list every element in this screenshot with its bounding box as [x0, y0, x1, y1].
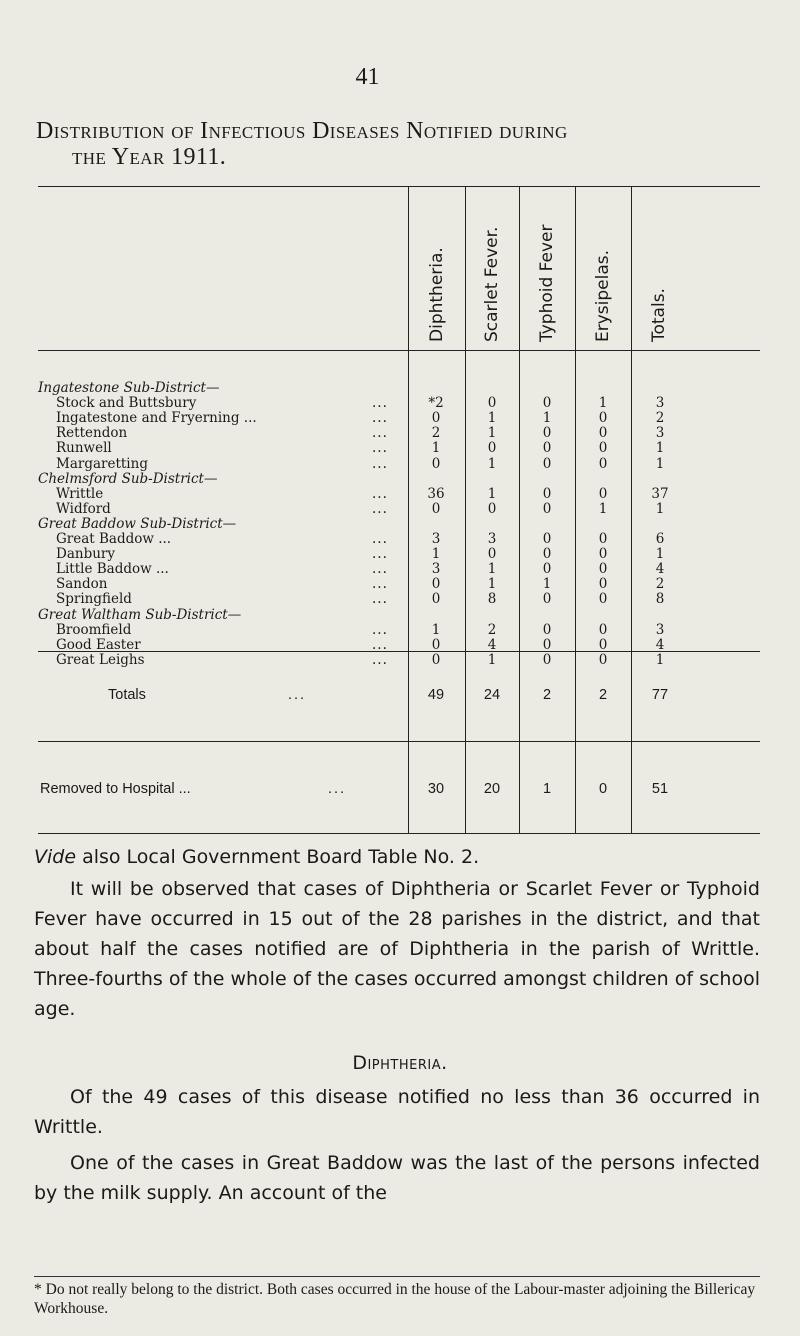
table-row [38, 638, 760, 653]
cell-erysipelas: 0 [598, 410, 608, 427]
cell-diphtheria: 3 [431, 531, 441, 547]
cell-scarlet-fever: 0 [487, 500, 497, 517]
removed-typhoid-fever: 1 [542, 781, 552, 797]
leader-dots: ... [372, 531, 388, 547]
total-all: 77 [651, 687, 669, 703]
leader-dots: ... [372, 500, 388, 517]
cell-typhoid-fever: 0 [542, 485, 552, 502]
vide-note [34, 842, 760, 872]
parish-name: Great Leighs [56, 651, 145, 668]
table-row [38, 411, 760, 426]
page-heading: Distribution of Infectious Diseases Notified during [36, 118, 568, 144]
parish-name: Margaretting [56, 455, 148, 472]
paragraph-writtle: Of the 49 cases of this disease notified no less than 36 occurred in Writtle. [34, 1086, 760, 1138]
cell-total: 3 [655, 395, 665, 412]
page-number: 41 [355, 64, 380, 90]
cell-total: 1 [655, 651, 665, 668]
total-erysipelas: 2 [598, 687, 608, 703]
removed-diphtheria: 30 [427, 781, 445, 797]
leader-dots: ... [372, 561, 388, 578]
cell-erysipelas: 0 [598, 425, 608, 442]
cell-scarlet-fever: 1 [487, 455, 497, 472]
cell-scarlet-fever: 1 [487, 485, 497, 502]
table-row [38, 547, 760, 562]
cell-diphtheria: 0 [431, 455, 441, 472]
cell-total: 2 [655, 410, 665, 427]
leader-dots: ... [372, 591, 388, 608]
cell-erysipelas: 0 [598, 591, 608, 608]
cell-scarlet-fever: 1 [487, 561, 497, 578]
cell-erysipelas: 0 [598, 636, 608, 653]
footnote-rule [34, 1276, 760, 1277]
cell-total: 37 [651, 485, 669, 502]
leader-dots: ... [328, 781, 347, 797]
parish-name: Springfield [56, 591, 132, 608]
cell-scarlet-fever: 4 [487, 636, 497, 653]
col-head-erysipelas: Erysipelas. [593, 249, 613, 342]
cell-erysipelas: 0 [598, 621, 608, 638]
paragraph-baddow: One of the cases in Great Baddow was the last of the persons infected by the milk supply. An account of the [34, 1152, 760, 1204]
cell-erysipelas: 0 [598, 485, 608, 502]
leader-dots: ... [372, 576, 388, 593]
cell-scarlet-fever: 2 [487, 621, 497, 638]
cell-scarlet-fever: 1 [487, 576, 497, 593]
cell-typhoid-fever: 0 [542, 440, 552, 457]
cell-total: 6 [655, 531, 665, 547]
cell-typhoid-fever: 0 [542, 636, 552, 653]
page-heading-continued: the Year 1911. [72, 144, 227, 170]
vide-rest: also Local Government Board Table No. 2. [76, 846, 480, 868]
table-row [38, 562, 760, 577]
cell-typhoid-fever: 0 [542, 500, 552, 517]
cell-diphtheria: 3 [431, 561, 441, 578]
leader-dots: ... [288, 687, 307, 703]
cell-total: 1 [655, 546, 665, 563]
leader-dots: ... [372, 455, 388, 472]
section-title: Great Baddow Sub-District— [38, 515, 237, 532]
cell-scarlet-fever: 0 [487, 440, 497, 457]
section-title: Great Waltham Sub-District— [38, 606, 242, 623]
disease-table [38, 184, 760, 836]
parish-name: Widford [56, 500, 111, 517]
cell-total: 3 [655, 621, 665, 638]
table-row [38, 623, 760, 638]
cell-diphtheria: 0 [431, 591, 441, 608]
leader-dots: ... [372, 440, 388, 457]
cell-diphtheria: 36 [427, 485, 445, 502]
cell-diphtheria: 0 [431, 500, 441, 517]
table-top-rule [38, 186, 760, 187]
removed-label: Removed to Hospital ... [40, 781, 191, 797]
cell-total: 3 [655, 425, 665, 442]
cell-erysipelas: 0 [598, 546, 608, 563]
cell-scarlet-fever: 0 [487, 395, 497, 412]
cell-diphtheria: 2 [431, 425, 441, 442]
removed-scarlet-fever: 20 [483, 781, 501, 797]
cell-total: 1 [655, 500, 665, 517]
parish-name: Runwell [56, 440, 112, 457]
parish-name: Danbury [56, 546, 115, 563]
cell-scarlet-fever: 1 [487, 425, 497, 442]
col-head-diphtheria: Diphtheria. [426, 247, 447, 342]
table-row [38, 457, 760, 472]
cell-diphtheria: 0 [431, 636, 441, 653]
parish-name: Great Baddow ... [56, 531, 172, 547]
table-row [38, 441, 760, 456]
cell-typhoid-fever: 0 [542, 455, 552, 472]
cell-typhoid-fever: 0 [542, 395, 552, 412]
parish-name: Writtle [56, 485, 104, 502]
leader-dots: ... [372, 410, 388, 427]
parish-name: Ingatestone and Fryerning ... [56, 410, 257, 427]
leader-dots: ... [372, 621, 388, 638]
section-subheading: Diphtheria. [352, 1052, 448, 1074]
cell-scarlet-fever: 8 [487, 591, 497, 608]
totals-label: Totals [108, 687, 146, 703]
cell-erysipelas: 0 [598, 455, 608, 472]
cell-diphtheria: 0 [431, 576, 441, 593]
cell-erysipelas: 1 [598, 500, 608, 517]
cell-erysipelas: 0 [598, 531, 608, 547]
table-row [38, 487, 760, 502]
paragraph-observation: It will be observed that cases of Diphtheria or Scarlet Fever or Typhoid Fever have occurred in 15 out of the 28 parishes in the district, and that about half the cases notified are of Diphtheria in the parish of Writtle. Three-fourths of the whole of the cases occurred amongst children of school age. [34, 878, 760, 1020]
table-row [38, 426, 760, 441]
cell-erysipelas: 0 [598, 651, 608, 668]
cell-typhoid-fever: 0 [542, 651, 552, 668]
footnote: * Do not really belong to the district. Both cases occurred in the house of the Labour-master adjoining the Billericay Workhouse. [34, 1281, 756, 1317]
cell-diphtheria: 1 [431, 440, 441, 457]
cell-total: 1 [655, 440, 665, 457]
cell-total: 2 [655, 576, 665, 593]
cell-erysipelas: 0 [598, 576, 608, 593]
col-head-totals: Totals. [649, 288, 669, 342]
cell-scarlet-fever: 1 [487, 651, 497, 668]
cell-typhoid-fever: 0 [542, 425, 552, 442]
cell-total: 8 [655, 591, 665, 608]
cell-erysipelas: 0 [598, 440, 608, 457]
cell-erysipelas: 1 [598, 395, 608, 412]
table-row [38, 653, 760, 668]
col-head-typhoid-fever: Typhoid Fever [537, 224, 557, 342]
leader-dots: ... [372, 651, 388, 668]
cell-total: 4 [655, 561, 665, 578]
cell-diphtheria: 1 [431, 621, 441, 638]
cell-scarlet-fever: 3 [487, 531, 497, 547]
table-bottom-rule [38, 833, 760, 834]
leader-dots: ... [372, 636, 388, 653]
cell-total: 1 [655, 455, 665, 472]
header-bottom-rule [38, 350, 760, 351]
leader-dots: ... [372, 425, 388, 442]
table-row [38, 577, 760, 592]
cell-total: 4 [655, 636, 665, 653]
table-row [38, 532, 760, 547]
leader-dots: ... [372, 546, 388, 563]
cell-typhoid-fever: 0 [542, 531, 552, 547]
cell-typhoid-fever: 1 [542, 410, 552, 427]
total-diphtheria: 49 [427, 687, 445, 703]
cell-diphtheria: 0 [431, 410, 441, 427]
section-title: Chelmsford Sub-District— [38, 470, 218, 487]
parish-name: Sandon [56, 576, 108, 593]
cell-typhoid-fever: 0 [542, 591, 552, 608]
cell-typhoid-fever: 0 [542, 561, 552, 578]
total-typhoid-fever: 2 [542, 687, 552, 703]
cell-erysipelas: 0 [598, 561, 608, 578]
cell-diphtheria: *2 [428, 395, 444, 412]
cell-scarlet-fever: 1 [487, 410, 497, 427]
parish-name: Rettendon [56, 425, 128, 442]
cell-typhoid-fever: 0 [542, 546, 552, 563]
cell-typhoid-fever: 1 [542, 576, 552, 593]
table-row [38, 502, 760, 517]
removed-row [38, 779, 760, 799]
col-head-scarlet-fever: Scarlet Fever. [482, 226, 502, 342]
cell-diphtheria: 0 [431, 651, 441, 668]
removed-top-rule [38, 741, 760, 742]
cell-scarlet-fever: 0 [487, 546, 497, 563]
cell-typhoid-fever: 0 [542, 621, 552, 638]
parish-name: Broomfield [56, 621, 132, 638]
vide-italic: Vide [34, 846, 77, 868]
removed-total: 51 [651, 781, 669, 797]
parish-name: Good Easter [56, 636, 141, 653]
leader-dots: ... [372, 485, 388, 502]
total-scarlet-fever: 24 [483, 687, 501, 703]
leader-dots: ... [372, 395, 388, 412]
section-title: Ingatestone Sub-District— [38, 380, 220, 396]
parish-name: Stock and Buttsbury [56, 395, 197, 412]
removed-erysipelas: 0 [598, 781, 608, 797]
cell-diphtheria: 1 [431, 546, 441, 563]
parish-name: Little Baddow ... [56, 561, 169, 578]
table-row [38, 396, 760, 411]
table-row [38, 592, 760, 607]
totals-row [38, 685, 760, 705]
